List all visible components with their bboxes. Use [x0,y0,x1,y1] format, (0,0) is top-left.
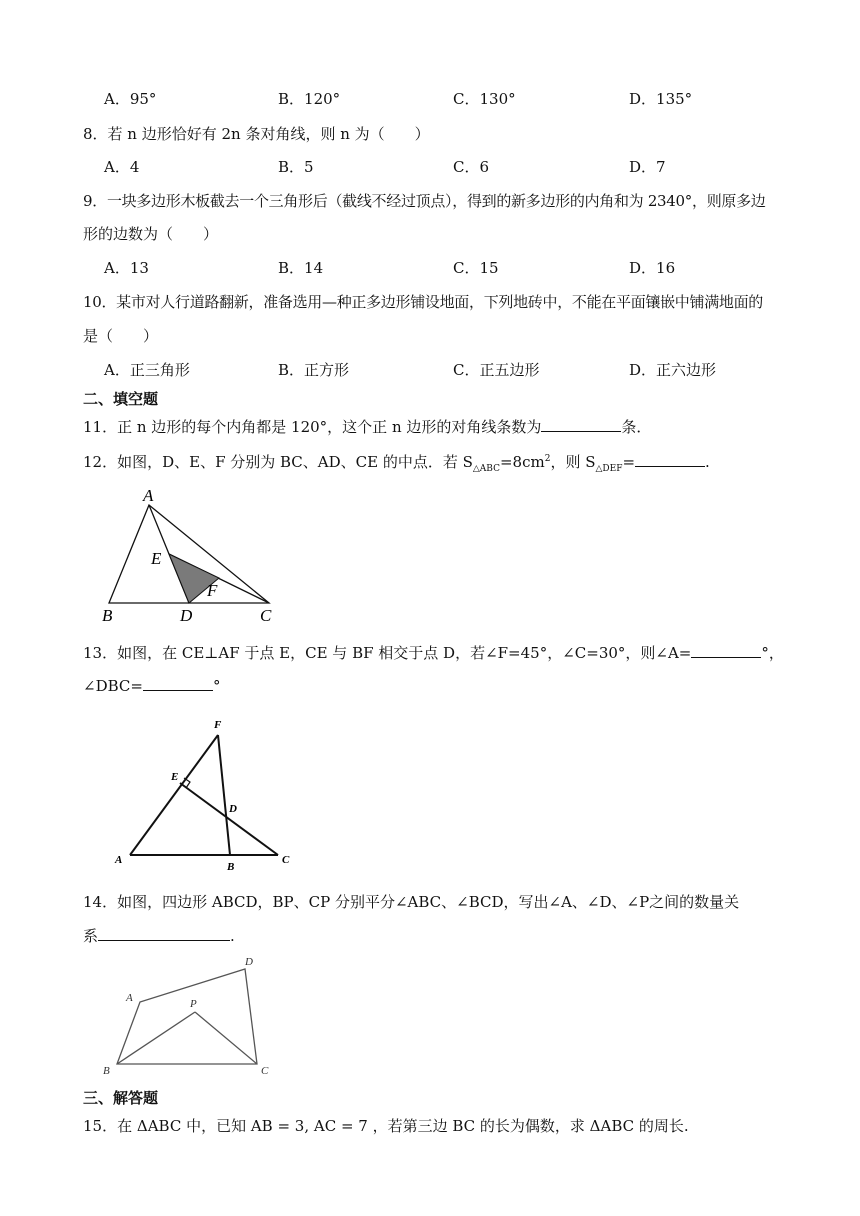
section-heading-solve: 三、解答题 [83,1089,159,1107]
q12-triangle-figure [95,484,295,626]
q12-text-mid2: ，则 S [550,453,596,471]
q10-stem-line1: 10．某市对人行道路翻新，准备选用—种正多边形铺设地面，下列地砖中，不能在平面镶嵌中铺满地面的 [83,293,763,311]
q14-line2-after: . [230,927,235,945]
q13-answer-blank-a[interactable] [691,643,761,658]
q12-label-c: C [260,606,272,625]
q7-option-a: A．95° [104,90,157,108]
q14-label-d: D [245,956,253,968]
q11-text-before: 11．正 n 边形的每个内角都是 120°，这个正 n 边形的对角线条数为 [83,418,542,436]
q14-stem-line2 [83,925,235,946]
q14-label-b: B [103,1065,110,1077]
q10-option-c: C．正五边形 [453,361,540,379]
q9-options [0,257,860,281]
q12-label-f: F [207,581,218,600]
q13-label-e: E [171,771,179,783]
q12-text-after: = [622,453,636,471]
q13-label-b: B [227,861,235,872]
q7-option-c: C．130° [453,90,516,108]
q12-answer-blank[interactable] [635,452,705,467]
q12-label-e: E [151,549,162,568]
q13-text-before: 13．如图，在 CE⊥AF 于点 E，CE 与 BF 相交于点 D，若∠F=45°，∠C=30°，则∠A= [83,644,692,662]
q10-option-a: A．正三角形 [104,361,190,379]
q7-option-b: B．120° [278,90,341,108]
q8-options [0,156,860,180]
q9-option-a: A．13 [104,259,149,277]
q12-sub-abc: △ABC [472,464,500,474]
q13-figure [110,712,300,872]
q12-label-a: A [143,486,154,505]
q11-answer-blank[interactable] [541,417,621,432]
q7-options [0,88,860,112]
q13-stem-line2 [83,676,220,695]
q9-stem-line1: 9．一块多边形木板截去一个三角形后（截线不经过顶点），得到的新多边形的内角和为 2340°，则原多边 [83,192,766,210]
q13-segment-fb [218,735,230,855]
q8-option-a: A．4 [104,158,140,176]
q8-stem: 8．若 n 边形恰好有 2n 条对角线，则 n 为（ ） [83,125,430,143]
q12-label-b: B [102,606,113,625]
q8-option-d: D．7 [629,158,666,176]
q13-label-f: F [214,719,222,731]
q11-stem [83,416,651,437]
q13-answer-blank-dbc[interactable] [143,676,213,691]
q14-segment-cp [195,1012,257,1064]
q12-label-d: D [180,606,193,625]
q13-text-after: °， [761,644,784,662]
q11-text-after: 条． [621,418,652,436]
q12-sub-def: △DEF [595,464,623,474]
q12-sup: 2 [544,454,551,464]
q15-stem: 15．在 ΔABC 中，已知 AB = 3, AC = 7 ，若第三边 BC 的长为偶数，求 ΔABC 的周长. [83,1117,689,1135]
q13-line2-after: ° [212,677,221,695]
q14-label-c: C [261,1065,269,1077]
q10-option-b: B．正方形 [278,361,350,379]
q13-segment-af [130,735,218,855]
q7-option-d: D．135° [629,90,693,108]
q10-options [0,359,860,383]
q13-label-c: C [282,854,290,866]
q13-stem-line1 [83,642,784,663]
q14-segment-bp [117,1012,195,1064]
q14-label-a: A [126,992,133,1004]
q14-answer-blank[interactable] [98,926,230,941]
q9-option-d: D．16 [629,259,676,277]
q13-label-d: D [229,803,237,815]
q8-option-b: B．5 [278,158,314,176]
q14-quadrilateral-figure [95,952,285,1078]
q12-stem [83,451,710,474]
q9-option-b: B．14 [278,259,324,277]
q10-option-d: D．正六边形 [629,361,717,379]
q10-stem-line2: 是（ ） [83,327,159,345]
q13-label-a: A [115,854,123,866]
q9-option-c: C．15 [453,259,499,277]
q8-option-c: C．6 [453,158,490,176]
q13-line2-before: ∠DBC= [83,677,143,695]
q14-stem-line1: 14．如图，四边形 ABCD，BP、CP 分别平分∠ABC、∠BCD，写出∠A、∠D、∠P之间的数量关 [83,893,740,911]
q14-label-p: P [190,998,197,1010]
q12-text-before: 12．如图，D、E、F 分别为 BC、AD、CE 的中点．若 S [83,453,473,471]
section-heading-fill-in: 二、填空题 [83,390,159,408]
q12-text-end: . [705,453,710,471]
q12-text-mid: =8cm [499,453,545,471]
q14-line2-before: 系 [83,927,99,945]
q9-stem-line2: 形的边数为（ ） [83,225,219,243]
